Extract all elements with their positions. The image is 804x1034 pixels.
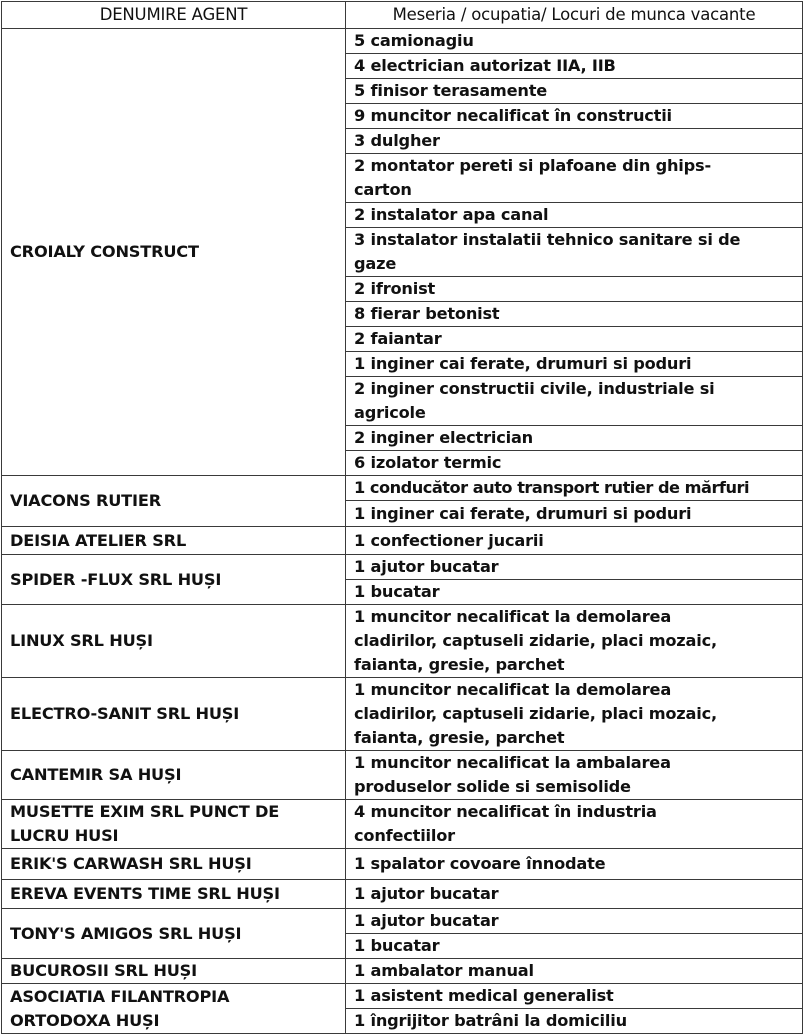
- table-row: [2, 751, 803, 800]
- job-cell: 2 ifronist: [346, 277, 803, 302]
- agent-name: MUSETTE EXIM SRL PUNCT DE LUCRU HUSI: [2, 800, 346, 849]
- job-cell: 1 îngrijitor batrâni la domiciliu: [346, 1009, 803, 1034]
- agent-name: LINUX SRL HUȘI: [2, 605, 346, 678]
- table-row: [2, 984, 803, 1009]
- table-row: [2, 800, 803, 849]
- job-cell: 1 inginer cai ferate, drumuri si poduri: [346, 501, 803, 527]
- table-row: [2, 909, 803, 934]
- job-cell: 3 dulgher: [346, 129, 803, 154]
- table-row: [2, 527, 803, 555]
- agent-name: TONY'S AMIGOS SRL HUȘI: [2, 909, 346, 959]
- job-cell: 5 finisor terasamente: [346, 79, 803, 104]
- agent-name: SPIDER -FLUX SRL HUȘI: [2, 555, 346, 605]
- table-row: [2, 849, 803, 880]
- job-cell: 1 spalator covoare înnodate: [346, 849, 803, 880]
- job-cell: 2 inginer constructii civile, industriale si agricole: [346, 377, 803, 426]
- job-cell: 5 camionagiu: [346, 29, 803, 54]
- job-cell: 1 asistent medical generalist: [346, 984, 803, 1009]
- job-cell: 9 muncitor necalificat în constructii: [346, 104, 803, 129]
- table-row: [2, 605, 803, 678]
- table-row: [2, 29, 803, 54]
- vacancies-table: [1, 1, 803, 1034]
- agent-name: BUCUROSII SRL HUȘI: [2, 959, 346, 984]
- job-cell: 2 montator pereti si plafoane din ghips-carton: [346, 154, 803, 203]
- job-cell: 2 inginer electrician: [346, 426, 803, 451]
- table-row: [2, 678, 803, 751]
- job-cell: 3 instalator instalatii tehnico sanitare si de gaze: [346, 228, 803, 277]
- job-cell: 1 bucatar: [346, 934, 803, 959]
- agent-name: CROIALY CONSTRUCT: [2, 29, 346, 476]
- job-cell: 1 ambalator manual: [346, 959, 803, 984]
- table-row: [2, 880, 803, 909]
- agent-name: CANTEMIR SA HUȘI: [2, 751, 346, 800]
- table-row: [2, 959, 803, 984]
- job-cell: 1 inginer cai ferate, drumuri si poduri: [346, 352, 803, 377]
- job-cell: 2 faiantar: [346, 327, 803, 352]
- job-cell: 1 ajutor bucatar: [346, 909, 803, 934]
- table-row: [2, 476, 803, 501]
- job-cell: 1 muncitor necalificat la demolarea cladirilor, captuseli zidarie, placi mozaic, faianta, gresie, parchet: [346, 678, 803, 751]
- job-cell: 1 confectioner jucarii: [346, 527, 803, 555]
- agent-name: ASOCIATIA FILANTROPIA ORTODOXA HUȘI: [2, 984, 346, 1034]
- job-cell: 1 conducător auto transport rutier de mărfuri: [346, 476, 803, 501]
- header-jobs: Meseria / ocupatia/ Locuri de munca vacante: [346, 2, 803, 29]
- agent-name: ELECTRO-SANIT SRL HUȘI: [2, 678, 346, 751]
- job-cell: 2 instalator apa canal: [346, 203, 803, 228]
- table-row: [2, 555, 803, 580]
- job-cell: 4 muncitor necalificat în industria confectiilor: [346, 800, 803, 849]
- job-cell: 1 muncitor necalificat la demolarea cladirilor, captuseli zidarie, placi mozaic, faianta, gresie, parchet: [346, 605, 803, 678]
- agent-name: DEISIA ATELIER SRL: [2, 527, 346, 555]
- job-cell: 1 ajutor bucatar: [346, 555, 803, 580]
- job-cell: 1 bucatar: [346, 580, 803, 605]
- agent-name: VIACONS RUTIER: [2, 476, 346, 527]
- job-cell: 6 izolator termic: [346, 451, 803, 476]
- agent-name: ERIK'S CARWASH SRL HUȘI: [2, 849, 346, 880]
- header-agent: DENUMIRE AGENT: [2, 2, 346, 29]
- job-cell: 1 muncitor necalificat la ambalarea produselor solide si semisolide: [346, 751, 803, 800]
- agent-name: EREVA EVENTS TIME SRL HUȘI: [2, 880, 346, 909]
- header-row: [2, 2, 803, 29]
- job-cell: 1 ajutor bucatar: [346, 880, 803, 909]
- job-cell: 8 fierar betonist: [346, 302, 803, 327]
- job-cell: 4 electrician autorizat IIA, IIB: [346, 54, 803, 79]
